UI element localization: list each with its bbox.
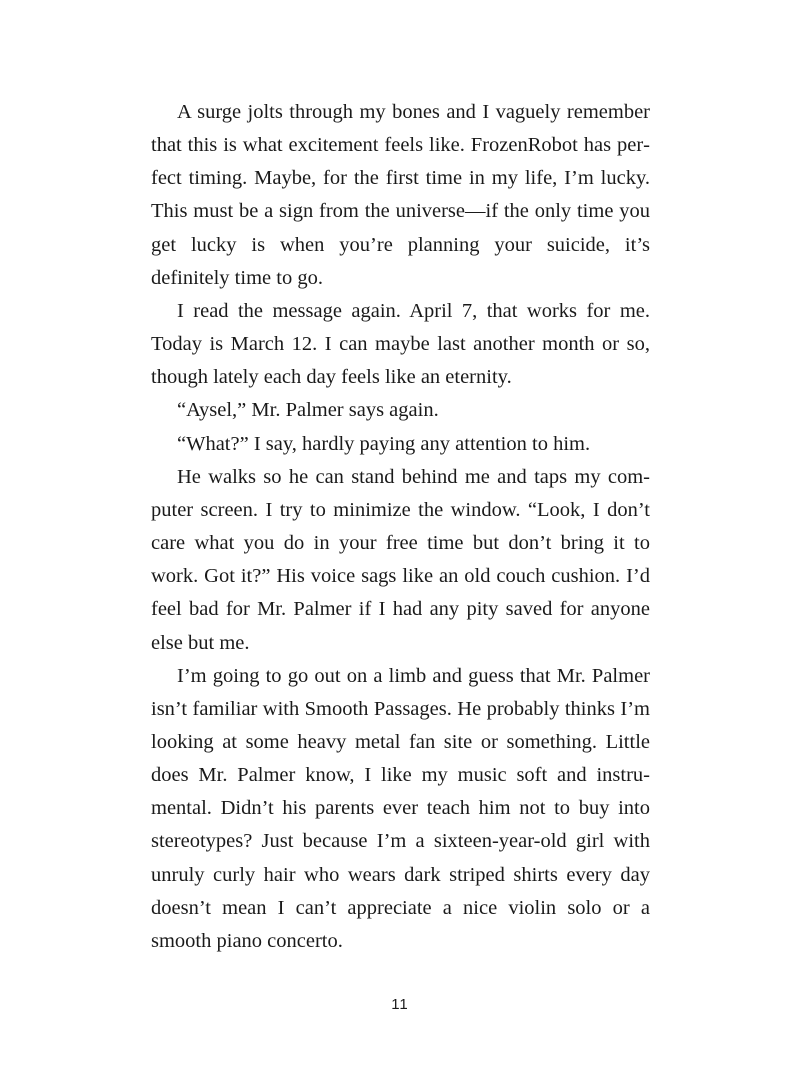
body-text <box>151 96 650 958</box>
paragraph-3: “Aysel,” Mr. Palmer says again. <box>177 399 439 422</box>
paragraph-2: I read the message again. April 7, that works for me. Today is March 12. I can maybe last another month or so, though lately each day feels like an eternity. <box>151 299 650 389</box>
paragraph-4: “What?” I say, hardly paying any attention to him. <box>177 432 591 455</box>
paragraph-1: A surge jolts through my bones and I vaguely remember that this is what excitement feels like. FrozenRobot has perfect timing. Maybe, for the first time in my life, I’m lucky. This must be a sign from the universe—if the only time you get lucky is when you’re planning your suicide, it’s definitely time to go. <box>151 101 650 289</box>
paragraph-6: I’m going to go out on a limb and guess that Mr. Palmer isn’t familiar with Smooth Passages. He probably thinks I’m looking at some heavy metal fan site or something. Little does Mr. Palmer know, I like my music soft and instrumental. Didn’t his parents ever teach him not to buy into stereotypes? Just because I’m a sixteen-year-old girl with unruly curly hair who wears dark striped shirts every day doesn’t mean I can’t appreciate a nice violin solo or a smooth piano concerto. <box>151 664 650 952</box>
paragraph-5: He walks so he can stand behind me and taps my computer screen. I try to minimize the window. “Look, I don’t care what you do in your free time but don’t bring it to work. Got it?” His voice sags like an old couch cushion. I’d feel bad for Mr. Palmer if I had any pity saved for anyone else but me. <box>151 465 650 654</box>
page-number: 11 <box>391 996 409 1013</box>
